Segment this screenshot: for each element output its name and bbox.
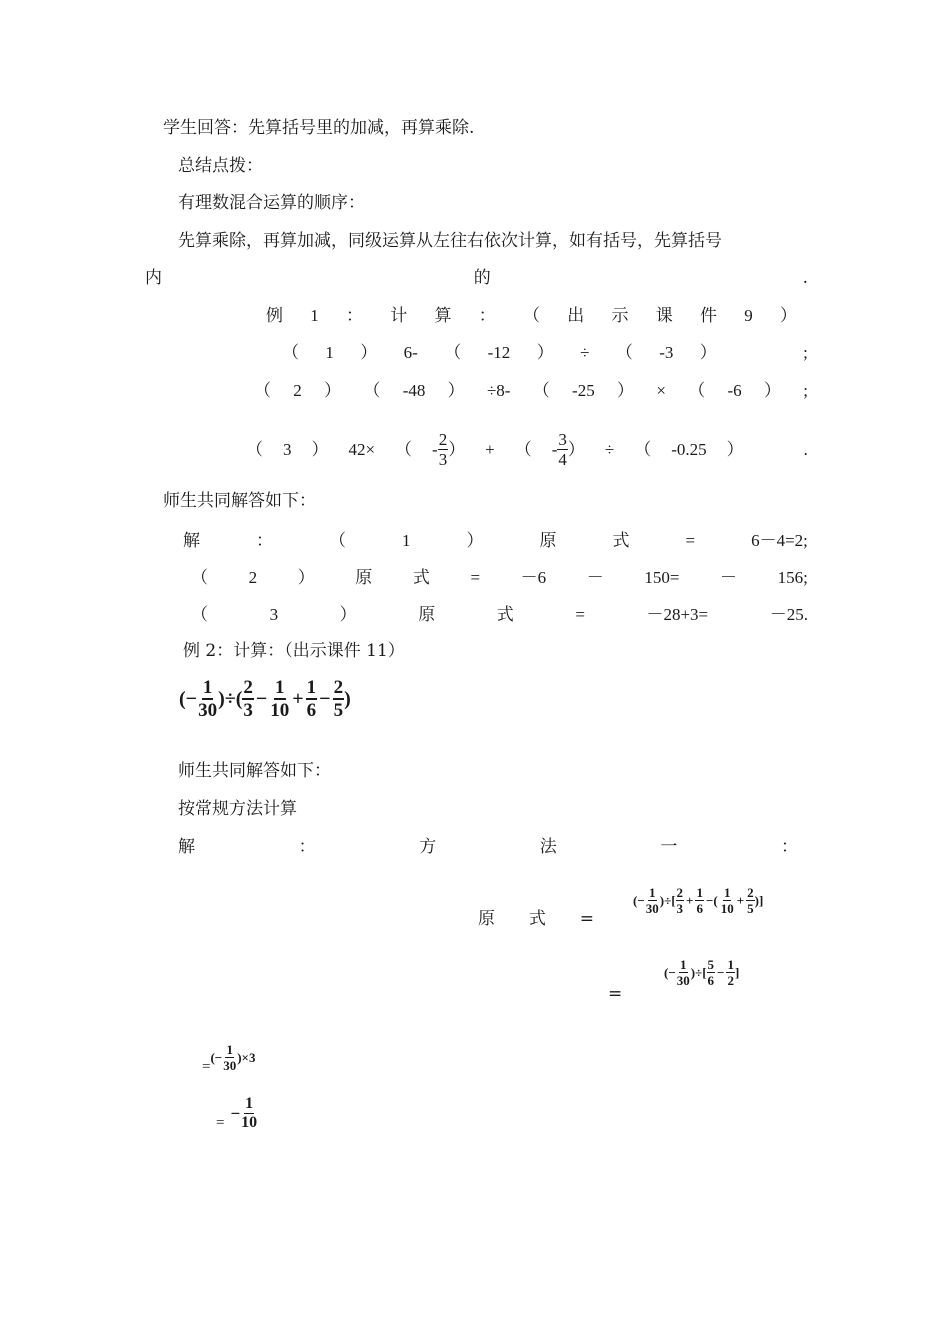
text-fragment: ： (346, 306, 363, 325)
text-fragment: )÷[ (690, 965, 707, 980)
numerator: 2 (333, 677, 344, 698)
text-fragment: ） (536, 343, 554, 362)
text-fragment: )×3 (237, 1050, 256, 1065)
text-fragment: －6 (520, 568, 547, 587)
fraction (222, 1043, 237, 1072)
denominator: 30 (676, 973, 690, 988)
operator: + (292, 688, 304, 710)
numerator: 5 (707, 957, 715, 972)
numerator: 1 (202, 677, 213, 698)
text-fragment: (− (664, 965, 676, 980)
numerator: 2 (676, 885, 684, 900)
fraction (269, 678, 290, 720)
minus-sign: − (230, 1104, 241, 1123)
text-fragment: （ (254, 381, 271, 400)
text-fragment: （ (523, 306, 540, 325)
text-fragment: . (803, 439, 808, 459)
example-1-question-1 (282, 344, 808, 361)
text-fragment: ） (447, 381, 465, 400)
denominator: 10 (241, 1114, 258, 1131)
operator: − (255, 688, 268, 710)
text-fragment: 方 (419, 837, 437, 857)
equals-sign: = (202, 1059, 211, 1075)
numerator: 1 (680, 957, 687, 972)
text-fragment: (− (633, 893, 645, 908)
text-fragment: -0.25 (671, 439, 707, 459)
text-fragment: ; (803, 381, 808, 400)
text-fragment: -12 (487, 343, 511, 362)
text-fragment: （ (444, 343, 462, 362)
step-3-formula (202, 1040, 255, 1075)
text-fragment: （ (634, 439, 652, 459)
denominator: 10 (270, 700, 290, 721)
text-fragment: ： (256, 531, 273, 550)
text-fragment: 式 (528, 909, 546, 929)
text-fragment: = (470, 568, 481, 587)
text-fragment: )] (754, 893, 764, 908)
text-fragment: （ (514, 439, 532, 459)
text-fragment: 算 (434, 306, 452, 325)
denominator: 3 (438, 449, 448, 469)
text-fragment: 出 (567, 306, 585, 325)
text-fragment: 原 (478, 909, 495, 929)
solution-line-1 (183, 532, 808, 549)
fraction (645, 886, 660, 915)
order-rule: 先算乘除，再算加减，同级运算从左往右依次计算，如有括号，先算括号 (178, 231, 722, 251)
text-fragment: 一 (660, 837, 678, 857)
denominator: 5 (747, 901, 754, 916)
text-fragment: 1 (310, 306, 319, 325)
text-fragment: )÷[ (659, 893, 676, 908)
normal-method-heading: 按常规方法计算 (178, 799, 297, 819)
operator: − (717, 965, 725, 980)
text-fragment: （ (688, 381, 706, 400)
fraction (746, 886, 755, 915)
text-fragment: . (802, 268, 808, 288)
student-answer: 学生回答：先算括号里的加减，再算乘除. (163, 118, 475, 138)
text-fragment: －28+3= (646, 605, 709, 624)
text-fragment: ） (780, 306, 797, 325)
denominator: 10 (720, 901, 734, 916)
denominator: 30 (223, 1058, 237, 1073)
solution-line-3 (191, 606, 808, 623)
text-fragment: （ (363, 381, 381, 400)
joint-solution-heading: 师生共同解答如下： (163, 491, 316, 511)
text-fragment: 例 (266, 306, 283, 325)
text-fragment: 示 (611, 306, 629, 325)
order-heading: 有理数混合运算的顺序： (178, 193, 365, 213)
text-fragment: － (720, 568, 738, 587)
denominator: 6 (707, 973, 715, 988)
text-fragment: × (656, 381, 666, 400)
text-fragment: (− (210, 1050, 223, 1065)
numerator: 2 (747, 885, 754, 900)
denominator: 3 (676, 901, 684, 916)
numerator: 2 (438, 429, 448, 449)
text-fragment: ： (780, 837, 798, 857)
numerator: 1 (723, 885, 731, 900)
order-rule-continued (145, 270, 808, 287)
text-fragment: －25. (769, 605, 808, 624)
fraction (720, 886, 735, 915)
numerator: 1 (649, 885, 656, 900)
operator: + (686, 893, 694, 908)
example-2-formula (179, 678, 351, 720)
text-fragment: 件 (700, 306, 717, 325)
step-2-equals: = (608, 984, 623, 1004)
text-fragment: 式 (412, 568, 430, 587)
text-fragment: -6 (727, 381, 742, 400)
example-1-question-3 (246, 426, 808, 472)
close-paren: ） (567, 439, 585, 459)
text-fragment: 式 (496, 605, 514, 624)
example-1-question-2 (254, 382, 808, 399)
denominator: 30 (645, 901, 659, 916)
example-1-title (266, 307, 797, 324)
denominator: 2 (727, 973, 734, 988)
text-fragment: 式 (612, 531, 630, 550)
text-fragment: ） (726, 439, 744, 459)
fraction (557, 431, 568, 468)
text-fragment: (− (179, 688, 198, 710)
text-fragment: -48 (402, 381, 426, 400)
numerator: 1 (226, 1042, 233, 1057)
text-fragment: 1 (325, 343, 334, 362)
text-fragment: ÷8- (486, 381, 511, 400)
example-2-title: 例 2：计算：（出示课件 11） (183, 641, 405, 661)
text-fragment: （ (329, 531, 346, 550)
minus-sign: - (551, 439, 558, 459)
denominator: 4 (558, 449, 567, 469)
text-fragment: 156; (777, 568, 808, 587)
text-fragment: 原 (418, 605, 436, 624)
operator: −( (705, 893, 718, 908)
text-fragment: （ (395, 439, 413, 459)
text-fragment: ） (297, 568, 315, 587)
text-fragment: 3 (269, 605, 279, 624)
fraction (240, 1096, 258, 1131)
text-fragment: = (685, 531, 696, 550)
text-fragment: ） (311, 439, 329, 459)
fraction (242, 678, 254, 720)
text-fragment: 150= (644, 568, 680, 587)
text-fragment: ） (466, 531, 484, 550)
fraction (306, 678, 318, 720)
text-fragment: 原 (539, 531, 557, 550)
text-fragment: = (575, 605, 585, 624)
text-fragment: 2 (248, 568, 258, 587)
minus-sign: - (432, 439, 438, 459)
text-fragment: 解 (178, 837, 195, 857)
fraction (726, 958, 735, 987)
equals-sign: = (216, 1115, 225, 1131)
text-fragment: 计 (390, 306, 408, 325)
text-fragment: 法 (539, 837, 557, 857)
numerator: 2 (243, 677, 253, 698)
step-4-result (216, 1096, 258, 1131)
text-fragment: 3 (282, 439, 292, 459)
operator: + (736, 893, 745, 908)
text-fragment: 原 (355, 568, 373, 587)
fraction-group (432, 431, 465, 468)
text-fragment: 9 (744, 306, 753, 325)
numerator: 1 (696, 885, 703, 900)
text-fragment: ： (298, 837, 316, 857)
text-fragment: － (586, 568, 604, 587)
text-fragment: ） (617, 381, 635, 400)
denominator: 6 (306, 700, 317, 721)
text-fragment: ） (339, 605, 357, 624)
text-fragment: ） (360, 343, 378, 362)
text-fragment: （ (191, 568, 208, 587)
numerator: 1 (245, 1095, 254, 1112)
joint-solution-heading-2: 师生共同解答如下： (178, 761, 331, 781)
operator: − (319, 688, 331, 710)
text-fragment: （ (615, 343, 633, 362)
numerator: 1 (306, 677, 317, 698)
fraction (333, 678, 345, 720)
numerator: 1 (275, 677, 285, 698)
text-fragment: （ (191, 605, 208, 624)
denominator: 6 (696, 901, 703, 916)
text-fragment: 内 (145, 268, 162, 288)
text-fragment: 42× (348, 439, 376, 459)
solution-line-2 (191, 569, 808, 586)
text-fragment: ) (344, 688, 351, 710)
method-one-heading (178, 839, 798, 856)
step-2-formula (664, 958, 739, 987)
summary-heading: 总结点拨： (178, 156, 263, 176)
denominator: 5 (333, 700, 344, 721)
text-fragment: ） (763, 381, 781, 400)
fraction (676, 958, 691, 987)
denominator: 3 (243, 700, 253, 721)
text-fragment: 1 (402, 531, 411, 550)
numerator: 3 (558, 429, 567, 449)
fraction (695, 886, 704, 915)
original-expression-label (478, 911, 594, 928)
text-fragment: 的 (473, 268, 491, 288)
text-fragment: ] (734, 965, 740, 980)
text-fragment: （ (282, 343, 299, 362)
text-fragment: + (485, 439, 495, 459)
text-fragment: ÷ (604, 439, 615, 459)
text-fragment: （ (532, 381, 550, 400)
fraction (676, 886, 685, 915)
fraction-group (552, 431, 585, 468)
text-fragment: 解 (183, 531, 200, 550)
text-fragment: （ (246, 439, 263, 459)
text-fragment: = (579, 909, 594, 929)
text-fragment: 课 (655, 306, 673, 325)
fraction (438, 431, 449, 468)
text-fragment: ÷ (580, 343, 590, 362)
close-paren: ） (448, 439, 466, 459)
text-fragment: 2 (293, 381, 302, 400)
text-fragment: ） (699, 343, 717, 362)
text-fragment: )÷( (218, 688, 243, 710)
fraction (707, 958, 716, 987)
text-fragment: -3 (659, 343, 674, 362)
text-fragment: 6－4=2; (751, 531, 808, 550)
numerator: 1 (727, 957, 734, 972)
text-fragment: ; (803, 343, 808, 362)
denominator: 30 (198, 700, 218, 721)
step-1-formula (633, 886, 763, 915)
text-fragment: -25 (572, 381, 595, 400)
text-fragment: 6- (403, 343, 418, 362)
fraction (197, 678, 218, 720)
text-fragment: ： (478, 306, 496, 325)
text-fragment: ） (324, 381, 342, 400)
